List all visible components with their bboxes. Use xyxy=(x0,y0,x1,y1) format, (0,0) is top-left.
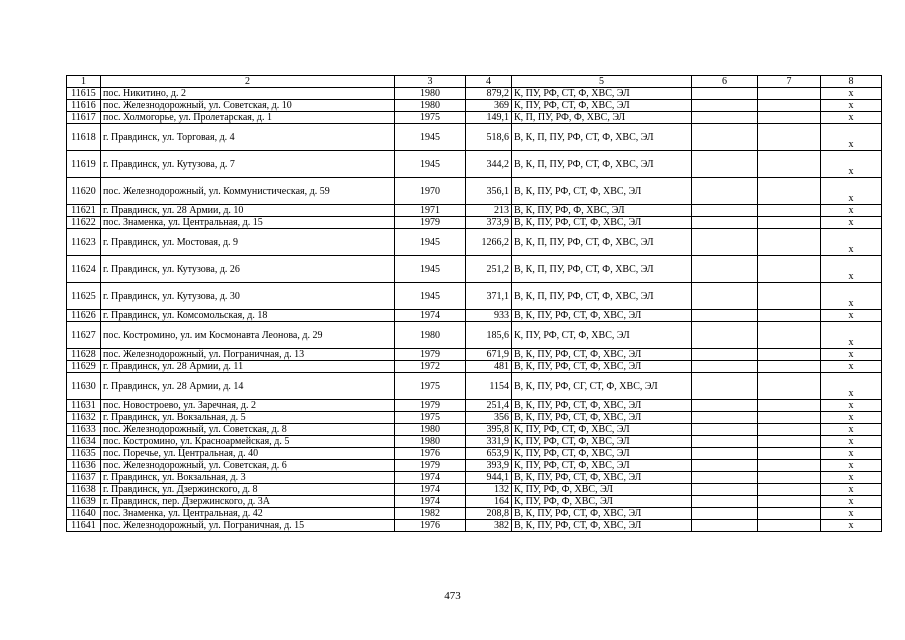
area-cell: 1266,2 xyxy=(466,229,512,256)
utility-systems-cell: В, К, ПУ, РФ, СТ, Ф, ХВС, ЭЛ xyxy=(512,178,692,205)
column-8-mark-cell: x xyxy=(821,460,882,472)
column-8-mark-cell: x xyxy=(821,496,882,508)
column-8-mark-cell: x xyxy=(821,424,882,436)
column-header: 3 xyxy=(395,76,466,88)
table-row xyxy=(67,400,882,412)
utility-systems-cell: К, ПУ, РФ, Ф, ХВС, ЭЛ xyxy=(512,496,692,508)
column-header: 4 xyxy=(466,76,512,88)
column-6-cell xyxy=(692,322,758,349)
row-number-cell: 11629 xyxy=(67,361,101,373)
column-6-cell xyxy=(692,151,758,178)
table-row xyxy=(67,88,882,100)
column-7-cell xyxy=(758,484,821,496)
year-built-cell: 1976 xyxy=(395,448,466,460)
column-7-cell xyxy=(758,88,821,100)
column-header: 7 xyxy=(758,76,821,88)
column-8-mark-cell: x xyxy=(821,412,882,424)
column-6-cell xyxy=(692,424,758,436)
table-row xyxy=(67,484,882,496)
column-8-mark-cell: x xyxy=(821,361,882,373)
column-6-cell xyxy=(692,508,758,520)
row-number-cell: 11630 xyxy=(67,373,101,400)
utility-systems-cell: В, К, ПУ, РФ, СТ, Ф, ХВС, ЭЛ xyxy=(512,508,692,520)
column-6-cell xyxy=(692,283,758,310)
column-7-cell xyxy=(758,412,821,424)
year-built-cell: 1970 xyxy=(395,178,466,205)
row-number-cell: 11640 xyxy=(67,508,101,520)
column-7-cell xyxy=(758,256,821,283)
utility-systems-cell: В, К, ПУ, РФ, СТ, Ф, ХВС, ЭЛ xyxy=(512,310,692,322)
row-number-cell: 11619 xyxy=(67,151,101,178)
area-cell: 1154 xyxy=(466,373,512,400)
utility-systems-cell: В, К, П, ПУ, РФ, СТ, Ф, ХВС, ЭЛ xyxy=(512,124,692,151)
column-7-cell xyxy=(758,448,821,460)
column-7-cell xyxy=(758,217,821,229)
column-8-mark-cell: x xyxy=(821,310,882,322)
utility-systems-cell: К, ПУ, РФ, СТ, Ф, ХВС, ЭЛ xyxy=(512,100,692,112)
area-cell: 653,9 xyxy=(466,448,512,460)
row-number-cell: 11632 xyxy=(67,412,101,424)
address-cell: пос. Костромино, ул. Красноармейская, д. 5 xyxy=(101,436,395,448)
column-8-mark-cell: x xyxy=(821,100,882,112)
year-built-cell: 1975 xyxy=(395,412,466,424)
column-header: 6 xyxy=(692,76,758,88)
column-8-mark-cell: x xyxy=(821,508,882,520)
column-7-cell xyxy=(758,229,821,256)
year-built-cell: 1945 xyxy=(395,283,466,310)
area-cell: 933 xyxy=(466,310,512,322)
address-cell: пос. Никитино, д. 2 xyxy=(101,88,395,100)
area-cell: 393,9 xyxy=(466,460,512,472)
address-cell: пос. Железнодорожный, ул. Советская, д. 6 xyxy=(101,460,395,472)
table-row xyxy=(67,205,882,217)
area-cell: 879,2 xyxy=(466,88,512,100)
row-number-cell: 11621 xyxy=(67,205,101,217)
year-built-cell: 1980 xyxy=(395,424,466,436)
area-cell: 481 xyxy=(466,361,512,373)
row-number-cell: 11615 xyxy=(67,88,101,100)
column-6-cell xyxy=(692,178,758,205)
column-7-cell xyxy=(758,496,821,508)
row-number-cell: 11633 xyxy=(67,424,101,436)
column-8-mark-cell: x xyxy=(821,400,882,412)
address-cell: пос. Железнодорожный, ул. Советская, д. 8 xyxy=(101,424,395,436)
table-row xyxy=(67,322,882,349)
area-cell: 164 xyxy=(466,496,512,508)
column-7-cell xyxy=(758,508,821,520)
column-8-mark-cell: x xyxy=(821,205,882,217)
column-6-cell xyxy=(692,520,758,532)
table-row xyxy=(67,217,882,229)
row-number-cell: 11622 xyxy=(67,217,101,229)
page-number: 473 xyxy=(444,590,461,602)
table-row xyxy=(67,520,882,532)
row-number-cell: 11624 xyxy=(67,256,101,283)
year-built-cell: 1945 xyxy=(395,256,466,283)
year-built-cell: 1979 xyxy=(395,460,466,472)
utility-systems-cell: К, ПУ, РФ, СТ, Ф, ХВС, ЭЛ xyxy=(512,448,692,460)
utility-systems-cell: В, К, ПУ, РФ, Ф, ХВС, ЭЛ xyxy=(512,205,692,217)
row-number-cell: 11616 xyxy=(67,100,101,112)
address-cell: пос. Холмогорье, ул. Пролетарская, д. 1 xyxy=(101,112,395,124)
area-cell: 213 xyxy=(466,205,512,217)
table-row xyxy=(67,151,882,178)
column-6-cell xyxy=(692,112,758,124)
utility-systems-cell: В, К, ПУ, РФ, СТ, Ф, ХВС, ЭЛ xyxy=(512,400,692,412)
table-row xyxy=(67,472,882,484)
utility-systems-cell: В, К, ПУ, РФ, СТ, Ф, ХВС, ЭЛ xyxy=(512,217,692,229)
year-built-cell: 1945 xyxy=(395,124,466,151)
row-number-cell: 11635 xyxy=(67,448,101,460)
utility-systems-cell: К, ПУ, РФ, СТ, Ф, ХВС, ЭЛ xyxy=(512,424,692,436)
row-number-cell: 11625 xyxy=(67,283,101,310)
column-6-cell xyxy=(692,256,758,283)
address-cell: г. Правдинск, ул. Дзержинского, д. 8 xyxy=(101,484,395,496)
year-built-cell: 1974 xyxy=(395,496,466,508)
year-built-cell: 1974 xyxy=(395,484,466,496)
column-7-cell xyxy=(758,400,821,412)
column-6-cell xyxy=(692,412,758,424)
column-6-cell xyxy=(692,496,758,508)
area-cell: 132 xyxy=(466,484,512,496)
column-7-cell xyxy=(758,373,821,400)
column-6-cell xyxy=(692,124,758,151)
utility-systems-cell: В, К, П, ПУ, РФ, СТ, Ф, ХВС, ЭЛ xyxy=(512,151,692,178)
year-built-cell: 1945 xyxy=(395,151,466,178)
area-cell: 944,1 xyxy=(466,472,512,484)
column-8-mark-cell: x xyxy=(821,448,882,460)
area-cell: 331,9 xyxy=(466,436,512,448)
column-6-cell xyxy=(692,400,758,412)
row-number-cell: 11639 xyxy=(67,496,101,508)
address-cell: г. Правдинск, ул. Кутузова, д. 26 xyxy=(101,256,395,283)
column-6-cell xyxy=(692,484,758,496)
column-7-cell xyxy=(758,520,821,532)
column-6-cell xyxy=(692,100,758,112)
address-cell: г. Правдинск, пер. Дзержинского, д. 3А xyxy=(101,496,395,508)
column-7-cell xyxy=(758,178,821,205)
utility-systems-cell: В, К, П, ПУ, РФ, СТ, Ф, ХВС, ЭЛ xyxy=(512,256,692,283)
utility-systems-cell: К, ПУ, РФ, Ф, ХВС, ЭЛ xyxy=(512,484,692,496)
table-body xyxy=(67,88,882,532)
table-row xyxy=(67,448,882,460)
table-row xyxy=(67,460,882,472)
column-7-cell xyxy=(758,151,821,178)
area-cell: 149,1 xyxy=(466,112,512,124)
year-built-cell: 1980 xyxy=(395,88,466,100)
column-6-cell xyxy=(692,349,758,361)
column-7-cell xyxy=(758,205,821,217)
column-7-cell xyxy=(758,322,821,349)
utility-systems-cell: В, К, ПУ, РФ, СТ, Ф, ХВС, ЭЛ xyxy=(512,349,692,361)
row-number-cell: 11638 xyxy=(67,484,101,496)
year-built-cell: 1980 xyxy=(395,100,466,112)
column-6-cell xyxy=(692,448,758,460)
column-7-cell xyxy=(758,310,821,322)
row-number-cell: 11641 xyxy=(67,520,101,532)
address-cell: г. Правдинск, ул. Комсомольская, д. 18 xyxy=(101,310,395,322)
housing-registry-table xyxy=(66,75,882,532)
area-cell: 251,4 xyxy=(466,400,512,412)
year-built-cell: 1979 xyxy=(395,400,466,412)
utility-systems-cell: К, ПУ, РФ, СТ, Ф, ХВС, ЭЛ xyxy=(512,322,692,349)
column-6-cell xyxy=(692,436,758,448)
address-cell: г. Правдинск, ул. Вокзальная, д. 5 xyxy=(101,412,395,424)
column-8-mark-cell: x xyxy=(821,217,882,229)
table-row xyxy=(67,412,882,424)
column-8-mark-cell: x xyxy=(821,124,882,151)
utility-systems-cell: В, К, ПУ, РФ, СТ, Ф, ХВС, ЭЛ xyxy=(512,520,692,532)
column-7-cell xyxy=(758,460,821,472)
column-6-cell xyxy=(692,229,758,256)
table-row xyxy=(67,283,882,310)
column-7-cell xyxy=(758,112,821,124)
table-row xyxy=(67,178,882,205)
column-8-mark-cell: x xyxy=(821,151,882,178)
column-7-cell xyxy=(758,472,821,484)
table-row xyxy=(67,373,882,400)
column-8-mark-cell: x xyxy=(821,283,882,310)
column-header: 2 xyxy=(101,76,395,88)
area-cell: 251,2 xyxy=(466,256,512,283)
utility-systems-cell: В, К, ПУ, РФ, СТ, Ф, ХВС, ЭЛ xyxy=(512,361,692,373)
row-number-cell: 11620 xyxy=(67,178,101,205)
year-built-cell: 1974 xyxy=(395,310,466,322)
column-8-mark-cell: x xyxy=(821,349,882,361)
column-8-mark-cell: x xyxy=(821,229,882,256)
utility-systems-cell: В, К, П, ПУ, РФ, СТ, Ф, ХВС, ЭЛ xyxy=(512,229,692,256)
area-cell: 373,9 xyxy=(466,217,512,229)
area-cell: 382 xyxy=(466,520,512,532)
utility-systems-cell: К, ПУ, РФ, СТ, Ф, ХВС, ЭЛ xyxy=(512,88,692,100)
utility-systems-cell: В, К, ПУ, РФ, СГ, СТ, Ф, ХВС, ЭЛ xyxy=(512,373,692,400)
table-row xyxy=(67,310,882,322)
year-built-cell: 1945 xyxy=(395,229,466,256)
year-built-cell: 1971 xyxy=(395,205,466,217)
address-cell: г. Правдинск, ул. Вокзальная, д. 3 xyxy=(101,472,395,484)
row-number-cell: 11626 xyxy=(67,310,101,322)
column-8-mark-cell: x xyxy=(821,322,882,349)
table-row xyxy=(67,349,882,361)
year-built-cell: 1975 xyxy=(395,373,466,400)
column-6-cell xyxy=(692,205,758,217)
row-number-cell: 11617 xyxy=(67,112,101,124)
row-number-cell: 11637 xyxy=(67,472,101,484)
table-row xyxy=(67,229,882,256)
utility-systems-cell: К, П, ПУ, РФ, Ф, ХВС, ЭЛ xyxy=(512,112,692,124)
column-6-cell xyxy=(692,88,758,100)
area-cell: 208,8 xyxy=(466,508,512,520)
area-cell: 369 xyxy=(466,100,512,112)
address-cell: г. Правдинск, ул. Торговая, д. 4 xyxy=(101,124,395,151)
table-row xyxy=(67,496,882,508)
year-built-cell: 1980 xyxy=(395,436,466,448)
area-cell: 185,6 xyxy=(466,322,512,349)
column-8-mark-cell: x xyxy=(821,520,882,532)
area-cell: 344,2 xyxy=(466,151,512,178)
row-number-cell: 11631 xyxy=(67,400,101,412)
utility-systems-cell: В, К, П, ПУ, РФ, СТ, Ф, ХВС, ЭЛ xyxy=(512,283,692,310)
area-cell: 671,9 xyxy=(466,349,512,361)
column-6-cell xyxy=(692,373,758,400)
year-built-cell: 1974 xyxy=(395,472,466,484)
row-number-cell: 11623 xyxy=(67,229,101,256)
column-6-cell xyxy=(692,361,758,373)
utility-systems-cell: В, К, ПУ, РФ, СТ, Ф, ХВС, ЭЛ xyxy=(512,412,692,424)
column-7-cell xyxy=(758,349,821,361)
column-header: 5 xyxy=(512,76,692,88)
table-row xyxy=(67,436,882,448)
year-built-cell: 1979 xyxy=(395,217,466,229)
row-number-cell: 11618 xyxy=(67,124,101,151)
column-6-cell xyxy=(692,460,758,472)
table-row xyxy=(67,361,882,373)
area-cell: 356 xyxy=(466,412,512,424)
address-cell: пос. Знаменка, ул. Центральная, д. 42 xyxy=(101,508,395,520)
column-7-cell xyxy=(758,361,821,373)
address-cell: пос. Железнодорожный, ул. Советская, д. 10 xyxy=(101,100,395,112)
column-8-mark-cell: x xyxy=(821,373,882,400)
address-cell: г. Правдинск, ул. 28 Армии, д. 14 xyxy=(101,373,395,400)
row-number-cell: 11636 xyxy=(67,460,101,472)
column-header: 8 xyxy=(821,76,882,88)
address-cell: пос. Новостроево, ул. Заречная, д. 2 xyxy=(101,400,395,412)
column-6-cell xyxy=(692,310,758,322)
address-cell: г. Правдинск, ул. 28 Армии, д. 10 xyxy=(101,205,395,217)
column-8-mark-cell: x xyxy=(821,112,882,124)
row-number-cell: 11628 xyxy=(67,349,101,361)
column-7-cell xyxy=(758,424,821,436)
column-number-header-row xyxy=(67,76,882,88)
row-number-cell: 11627 xyxy=(67,322,101,349)
table-row xyxy=(67,124,882,151)
address-cell: г. Правдинск, ул. Кутузова, д. 7 xyxy=(101,151,395,178)
address-cell: г. Правдинск, ул. 28 Армии, д. 11 xyxy=(101,361,395,373)
table-row xyxy=(67,256,882,283)
area-cell: 395,8 xyxy=(466,424,512,436)
year-built-cell: 1976 xyxy=(395,520,466,532)
column-header: 1 xyxy=(67,76,101,88)
year-built-cell: 1982 xyxy=(395,508,466,520)
column-8-mark-cell: x xyxy=(821,436,882,448)
table-row xyxy=(67,508,882,520)
address-cell: пос. Поречье, ул. Центральная, д. 40 xyxy=(101,448,395,460)
address-cell: г. Правдинск, ул. Кутузова, д. 30 xyxy=(101,283,395,310)
column-6-cell xyxy=(692,472,758,484)
column-7-cell xyxy=(758,100,821,112)
utility-systems-cell: К, ПУ, РФ, СТ, Ф, ХВС, ЭЛ xyxy=(512,436,692,448)
column-8-mark-cell: x xyxy=(821,484,882,496)
utility-systems-cell: К, ПУ, РФ, СТ, Ф, ХВС, ЭЛ xyxy=(512,460,692,472)
area-cell: 371,1 xyxy=(466,283,512,310)
table-row xyxy=(67,100,882,112)
address-cell: пос. Железнодорожный, ул. Коммунистическая, д. 59 xyxy=(101,178,395,205)
utility-systems-cell: В, К, ПУ, РФ, СТ, Ф, ХВС, ЭЛ xyxy=(512,472,692,484)
column-8-mark-cell: x xyxy=(821,256,882,283)
area-cell: 356,1 xyxy=(466,178,512,205)
year-built-cell: 1975 xyxy=(395,112,466,124)
column-8-mark-cell: x xyxy=(821,178,882,205)
address-cell: пос. Железнодорожный, ул. Пограничная, д. 15 xyxy=(101,520,395,532)
address-cell: пос. Костромино, ул. им Космонавта Леонова, д. 29 xyxy=(101,322,395,349)
column-8-mark-cell: x xyxy=(821,472,882,484)
column-7-cell xyxy=(758,124,821,151)
area-cell: 518,6 xyxy=(466,124,512,151)
column-7-cell xyxy=(758,436,821,448)
column-7-cell xyxy=(758,283,821,310)
table-row xyxy=(67,424,882,436)
address-cell: г. Правдинск, ул. Мостовая, д. 9 xyxy=(101,229,395,256)
address-cell: пос. Знаменка, ул. Центральная, д. 15 xyxy=(101,217,395,229)
column-6-cell xyxy=(692,217,758,229)
address-cell: пос. Железнодорожный, ул. Пограничная, д. 13 xyxy=(101,349,395,361)
year-built-cell: 1979 xyxy=(395,349,466,361)
year-built-cell: 1980 xyxy=(395,322,466,349)
column-8-mark-cell: x xyxy=(821,88,882,100)
year-built-cell: 1972 xyxy=(395,361,466,373)
table-row xyxy=(67,112,882,124)
row-number-cell: 11634 xyxy=(67,436,101,448)
